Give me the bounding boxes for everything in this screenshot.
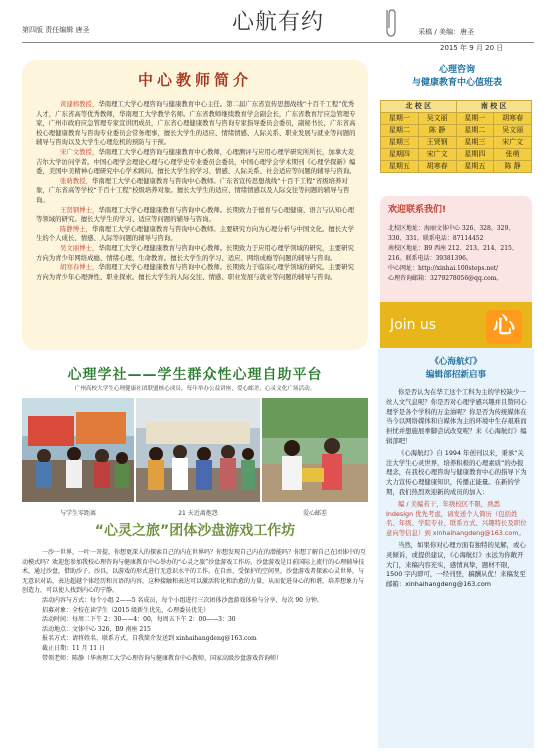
workshop-location-line: 活动地点：文体中心 326，B9 南座 215: [42, 625, 151, 633]
table-row: [381, 113, 532, 125]
table-cell: 星期五: [456, 161, 494, 173]
teacher-bio: [36, 206, 358, 225]
teacher-name: 王贤钢博士，: [60, 205, 99, 214]
recruitment-body: [386, 388, 528, 592]
workshop-leader-line: 带领老师：陈静（华南理工大学心理咨询与健康教育中心教师，国家高级沙盘游戏咨询师）: [42, 654, 283, 662]
duty-title-line2: 与健康教育中心值班表: [411, 78, 502, 88]
table-cell: 星期三: [381, 137, 419, 149]
teacher-text: 华南理工大学心理咨询与健康教育中心教师，心理测评与应用心理学研究所所长，加拿大麦吉尔大学访问学者。中国心理学会理论心理与心理学史专业委员会委员，中国心理学会学术期刊《心理学探新》编委，美国中美精神心理研究中心学术顾问。擅长大学生的学习、情感、人际关系、社会适应等问题的辅导与咨询。: [36, 147, 356, 176]
teacher-text: 华南理工大学心理健康教育与咨询中心教师。广东省宣传思想战线“十百千工程”省级培养对象，广东省高等学校“千百十工程”校级培养对象。擅长大学生的适应、情绪情感以及人际交往等问题的辅导与咨询。: [36, 176, 350, 204]
teacher-bio: [36, 177, 358, 206]
counseling-email-link[interactable]: 心理咨询邮箱：3279278056@qq.com。: [388, 275, 503, 282]
table-cell: 张萌: [494, 149, 532, 161]
south-campus-header: 南 校 区: [456, 101, 532, 113]
join-us-label: Join us: [390, 317, 437, 333]
header-credits: 采稿 / 美编：唐圣: [418, 28, 474, 36]
workshop-time-line: 活动时间：每周二下午 2：30——4：00，每周五下午 2：00——3：30: [42, 616, 236, 624]
teacher-text: 华南理工大学心理健康教育与咨询中心教师。长期致力于临床心理学领域的研究。主要研究方向为青少年心理弹性、职业探索。擅长大学生的人际交往、情感、职业发展与就业等问题的辅导与咨询。: [36, 263, 354, 281]
table-cell: 陈 静: [494, 161, 532, 173]
table-cell: 星期四: [456, 149, 494, 161]
photo-students-stall: [22, 398, 134, 502]
table-cell: 星期一: [456, 113, 494, 125]
table-cell: 星期一: [381, 113, 419, 125]
recruitment-title: [378, 356, 534, 382]
page-header: [22, 6, 534, 42]
teacher-text: 华南理工大学心理健康教育与咨询中心教师。长期致力于德育与心理健康、语言与认知心理等领域的研究。擅长大学生的学习、适应等问题的辅导与咨询。: [36, 205, 354, 224]
contact-body: [388, 224, 528, 284]
psych-club-title: 心理学社——学生群众性心理自助平台: [67, 367, 323, 383]
south-campus-address: 南校区地址：B9 西座 212、213、214、215、216。联系电话：39381396。: [388, 245, 518, 262]
heart-logo-icon: 心: [486, 310, 522, 344]
teacher-bio: [36, 244, 358, 263]
teacher-intro-title: 中心教师简介: [137, 71, 252, 89]
table-cell: 星期五: [381, 161, 419, 173]
teacher-bio: [36, 263, 358, 282]
teacher-name: 张萌教授，: [60, 176, 92, 185]
duty-title-line1: 心理咨询: [438, 65, 475, 75]
table-cell: 吴文丽: [418, 113, 456, 125]
sandplay-workshop-title: “心灵之旅”团体沙盘游戏工作坊: [94, 523, 296, 539]
recruitment-positions: 编 / 美编若干，年级校区不限，熟悉 Indesign 优先考虑，请发送个人简历（包括姓名、年级、学院专业、联系方式、兴趣特长及职位意向等信息）到 xinhaihangdeng@163.com。: [386, 499, 527, 538]
workshop-content-line: 活动内容与方式：每个小组 2——5 名成员，每个小组进行三次团体沙盘游戏体验与分享，每次 90 分钟。: [42, 596, 323, 604]
table-cell: 胡寒春: [494, 113, 532, 125]
recruitment-panel: [378, 348, 534, 748]
recruitment-paragraph: 你是否认为在华工这个工科为主的学校缺少一丝人文气息呢？你是否对心理学感兴趣并且赞同心理学是各个学科的万金油呢？你是否为传统媒体在当今以网络媒体和自媒体为主的环境中生存艰难而担忧并想施展拳脚尝试改变呢？来《心海航灯》编辑部吧！: [386, 388, 527, 445]
table-cell: 王贤钢: [418, 137, 456, 149]
teacher-text: 华南理工大学心理健康教育与咨询中心教师。长期致力于应用心理学领域的研究，主要研究方向为青少年网络成瘾、情绪心理、生命教育。擅长大学生的学习、适应、网络成瘾等问题的辅导与咨询。: [36, 243, 354, 262]
recruitment-title-line2: 编辑部招新启事: [425, 370, 487, 380]
center-website-link[interactable]: 中心网址：http://xinhai.100steps.net/: [388, 265, 499, 272]
table-cell: 星期二: [456, 125, 494, 137]
duty-table-title: [382, 64, 532, 90]
table-row: [381, 125, 532, 137]
north-campus-header: 北 校 区: [381, 101, 457, 113]
issue-date: 2015 年 9 月 20 日: [440, 44, 504, 52]
photo-caption: 21 天近离抱怨: [178, 510, 218, 517]
workshop-deadline-line: 截止日期：11 月 11 日: [42, 644, 105, 652]
workshop-target-line: 招募对象：全校在读学生（2015 级新生优先，心理委员优先）: [42, 606, 210, 614]
north-campus-address: 北校区地址：海丽文体中心 326、328、329、330、331。联系电话：87114452: [388, 225, 515, 242]
photo-love-postman: [262, 398, 368, 502]
psych-club-subtitle: 广州高校大学生心理健康社团联盟核心成员，每年举办公益讲座，爱心邮差，心灵文化广场活动。: [74, 386, 316, 392]
table-cell: 星期四: [381, 149, 419, 161]
table-cell: 星期二: [381, 125, 419, 137]
teacher-bio: [36, 100, 358, 148]
teacher-text: 华南理工大学心理健康教育与咨询中心教师。主要研究方向为心理分析与中国文化。擅长大学生的个人成长、情感、人际等问题的辅导与咨询。: [36, 224, 354, 243]
table-cell: 陈 静: [418, 125, 456, 137]
table-cell: 胡寒春: [418, 161, 456, 173]
contact-title: 欢迎联系我们!: [388, 205, 447, 215]
table-cell: 吴文丽: [494, 125, 532, 137]
table-header-row: [381, 101, 532, 113]
photo-caption: 与学生零距离: [59, 510, 96, 517]
duty-roster-table: [380, 100, 532, 173]
paperclip-icon: [382, 6, 398, 38]
header-divider: [22, 42, 534, 43]
table-cell: 星期三: [456, 137, 494, 149]
teacher-name: 胡寒春博士，: [60, 263, 99, 272]
join-us-banner: [380, 302, 532, 352]
teacher-intro-panel: [22, 60, 368, 350]
recruitment-title-line1: 《心海航灯》: [430, 357, 482, 367]
teacher-name: 黄建榕教授，: [60, 100, 99, 108]
photo-21-days-event: [136, 398, 260, 502]
teacher-name: 陈静博士，: [60, 224, 92, 233]
table-row: [381, 161, 532, 173]
page-title: 心航有约: [232, 10, 325, 35]
teacher-intro-body: [36, 100, 358, 282]
sandplay-workshop-body: [22, 548, 368, 663]
teacher-bio: [36, 148, 358, 177]
table-cell: 宋广文: [418, 149, 456, 161]
teacher-bio: [36, 225, 358, 244]
table-cell: 宋广文: [494, 137, 532, 149]
teacher-text: 华南理工大学心理咨询与健康教育中心主任。第二届广东省宣传思想战线“十百千工程”优秀人才，广东省高等优秀教师，华南理工大学教学名师。广东省教师继续教育学会副会长，广东省教育厅应急管理专家，广州市政府应急管理专家宣讲团成员，广东省心理健康教育与咨询专家指导委员会委员，副秘书长，广东省高校心理健康教育与咨询专业委员会常务理事，擅长大学生的适应、情绪情感、人际关系、职业发展与就业等问题的辅导与咨询以及大学生心理危机的预防与干预。: [36, 100, 356, 147]
table-row: [381, 137, 532, 149]
header-edition: 第四版 责任编辑 唐圣: [22, 26, 90, 34]
workshop-paragraph: 一沙一世界，一叶一菩提，你想更深入的探索自己的内在世界吗？你想发现自己内在的潜能吗？你想了解自己在团体中的互动模式吗？欢迎您参加我校心理咨询与健康教育中心举办的“心灵之旅”沙盘游戏工作坊。沙盘游戏是目前国际上流行的心理辅导技术，通过沙盘，借助沙子、沙具，以游戏的形式进行无意识水平的工作。在自由、受保护的空间里，沙盘游戏者探索心灵世界，与无意识对话，表达超越个体经历和言语的内容，这种接触和表达可以激活转化和治愈的力量，从而促进身心的和谐，培养想象力与创造力，可以使人找到内心的宁静。: [22, 549, 367, 595]
teacher-name: 宋广文教授，: [60, 147, 99, 156]
table-row: [381, 149, 532, 161]
workshop-signup-line: 报名方式：请将姓名、联系方式、自我简介发送到 xinhaihangdeng@163.com: [42, 635, 257, 643]
recruitment-paragraph: 《心海航灯》自 1994 年创刊以来，秉承“关注大学生心灵世界，培养积极的心理素质”的办报理念，在我校心理咨询与健康教育中心的指导下为大力宣传心理健康知识，传播正能量。在新的学期，我们热烈欢迎新的成员的加入：: [386, 448, 527, 496]
recruitment-paragraph: 当然，如果你对心理方面有独特的见解，或心灵倾诉，或提供建议，《心海航灯》永远为你敞开大门，来稿内容充实，感情真挚，题材不限，1500 字内即可，一经刊登，稿酬从优！来稿发至邮箱：xinhaihangdeng@163.com: [386, 540, 526, 589]
teacher-name: 吴文丽博士，: [60, 243, 99, 252]
photo-caption: 爱心邮差: [302, 510, 327, 517]
